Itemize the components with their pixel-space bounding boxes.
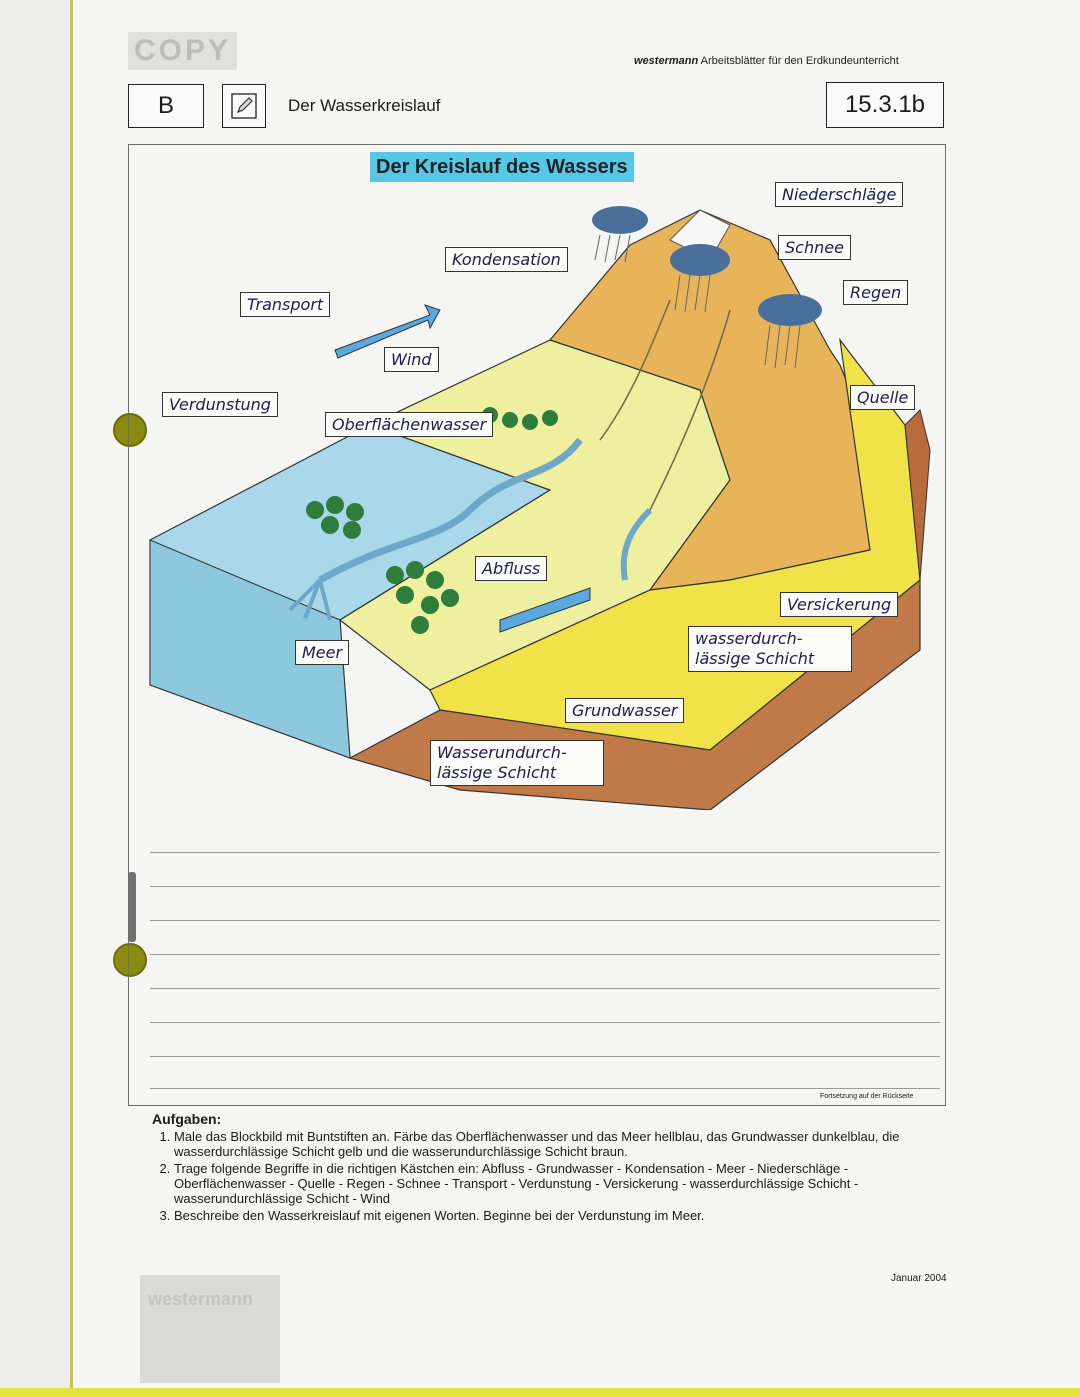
category-box: [128, 84, 204, 128]
answer-line: [150, 852, 940, 853]
label-transport: Transport: [240, 292, 330, 317]
worksheet-title: Der Wasserkreislauf: [288, 96, 441, 115]
publisher-rest: Arbeitsblätter für den Erdkundeunterricht: [698, 55, 899, 67]
label-niederschlaege: Niederschläge: [775, 182, 903, 207]
answer-line: [150, 1088, 940, 1089]
continued-note: Fortsetzung auf der Rückseite: [820, 1093, 914, 1100]
answer-lines: [150, 850, 940, 1100]
worksheet-number: 15.3.1b: [826, 82, 944, 128]
diagram-title: Der Kreislauf des Wassers: [370, 152, 634, 182]
task-item: 2. Trage folgende Begriffe in die richtigen Kästchen ein: Abfluss - Grundwasser - Kondensation - Meer - Niederschläge - Oberflächenwasser - Quelle - Regen - Schnee - Transport - Verdunstung - Versickerung - wasserdurchlässige Schicht - wasserundurchlässige Schicht - Wind: [174, 1161, 942, 1206]
label-durchlaessig: wasserdurch- lässige Schicht: [688, 626, 852, 672]
answer-line: [150, 1056, 940, 1057]
pencil-icon-box: [222, 84, 266, 128]
task-list: [152, 1129, 942, 1223]
tasks-section: [152, 1112, 942, 1225]
pencil-icon: [229, 91, 259, 121]
binder-margin: [70, 0, 73, 1397]
answer-line: [150, 886, 940, 887]
publisher-line: [634, 55, 899, 67]
label-kondensation: Kondensation: [445, 247, 568, 272]
publisher-logo: [140, 1275, 280, 1383]
label-abfluss: Abfluss: [475, 556, 547, 581]
tasks-heading: Aufgaben:: [152, 1111, 222, 1127]
category-letter: B: [157, 92, 174, 119]
answer-line: [150, 920, 940, 921]
label-meer: Meer: [295, 640, 349, 665]
label-versickerung: Versickerung: [780, 592, 898, 617]
answer-line: [150, 954, 940, 955]
copy-stamp: COPY: [128, 32, 237, 70]
task-item: 3. Beschreibe den Wasserkreislauf mit eigenen Worten. Beginne bei der Verdunstung im Meer.: [174, 1208, 942, 1223]
page-bottom-edge: [0, 1388, 1080, 1397]
publisher-brand: westermann: [634, 55, 699, 67]
label-schnee: Schnee: [778, 235, 851, 260]
answer-line: [150, 988, 940, 989]
label-quelle: Quelle: [850, 385, 915, 410]
label-regen: Regen: [843, 280, 908, 305]
answer-line: [150, 1022, 940, 1023]
task-item: 1. Male das Blockbild mit Buntstiften an. Färbe das Oberflächenwasser und das Meer hellblau, das Grundwasser dunkelblau, die wasserdurchlässige Schicht gelb und die wasserundurchlässige Schicht braun.: [174, 1129, 942, 1159]
label-wind: Wind: [384, 347, 439, 372]
label-grundwasser: Grundwasser: [565, 698, 684, 723]
label-undurchlaessig: Wasserundurch- lässige Schicht: [430, 740, 604, 786]
label-oberflaechenwasser: Oberflächenwasser: [325, 412, 493, 437]
publisher-logo-text: westermann: [148, 1289, 254, 1309]
label-verdunstung: Verdunstung: [162, 392, 278, 417]
footer-date: Januar 2004: [891, 1273, 947, 1284]
